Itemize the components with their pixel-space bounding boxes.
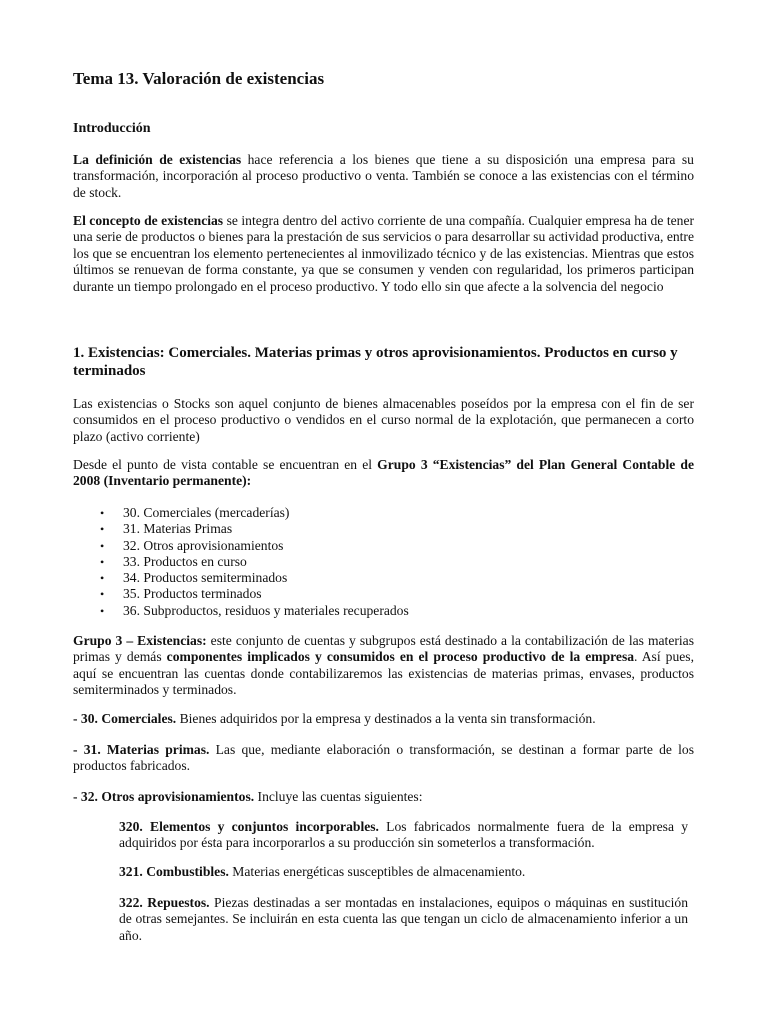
g3-bold-2: componentes implicados y consumidos en el proceso productivo de la empresa	[166, 649, 635, 665]
list-item-text: 36. Subproductos, residuos y materiales recuperados	[123, 602, 409, 618]
c31-text: Las que, mediante elaboración o transformación, se destinan a formar parte de los productos fabricados.	[73, 742, 695, 774]
c321-text: Materias energéticas susceptibles de almacenamiento.	[228, 864, 526, 879]
intro-heading: Introducción	[73, 121, 151, 136]
s1-p2-text: Desde el punto de vista contable se encuentran en el	[73, 457, 378, 472]
list-item-text: 30. Comerciales (mercaderías)	[123, 505, 290, 520]
list-item	[73, 603, 694, 619]
c320-bold: 320. Elementos y conjuntos incorporables.	[119, 819, 379, 834]
s1-p2-bold: Grupo 3 “Existencias” del Plan General Contable de 2008 (Inventario permanente):	[73, 457, 695, 489]
list-item	[73, 505, 694, 521]
list-item-text: 34. Productos semiterminados	[123, 570, 288, 586]
g3-text-2: . Así pues, aquí se encuentran las cuentas donde contabilizaremos las existencias de materias primas, envases, productos semiterminados y terminados.	[73, 649, 694, 698]
bullet-icon: •	[100, 506, 105, 520]
intro-p2-bold: El concepto de existencias	[73, 213, 224, 228]
list-item-text: 32. Otros aprovisionamientos	[123, 537, 284, 553]
c320-text: Los fabricados normalmente fuera de la empresa y adquiridos por ésta para incorporarlos a su producción sin someterlos a transformación.	[119, 819, 688, 851]
c30-bold: - 30. Comerciales.	[73, 711, 177, 726]
account-320-paragraph	[119, 819, 688, 852]
c32-text: Incluye las cuentas siguientes:	[254, 789, 423, 804]
account-31-paragraph	[73, 742, 694, 775]
list-item	[73, 521, 694, 537]
intro-p2-text: se integra dentro del activo corriente de una compañía. Cualquier empresa ha de tener una serie de productos o bienes para la prestación de sus servicios o para desarrollar su actividad productiva, entre los que se encuentran los elemento pertenecientes al inmovilizado técnico y de las existencias. Mientras que estos últimos se renuevan de forma constante, ya que se consumen y venden con regularidad, los primeros participan durante un tiempo prolongado en el proceso productivo. Y todo ello sin que afecte a la solvencia del negocio	[73, 213, 695, 294]
bullet-icon: •	[100, 522, 105, 537]
c322-text: Piezas destinadas a ser montadas en instalaciones, equipos o máquinas en sustitución de otras semejantes. Se incluirán en esta cuenta las que tengan un ciclo de almacenamiento inferior a un año.	[119, 895, 688, 943]
bullet-icon: •	[100, 603, 105, 618]
list-item-text: 35. Productos terminados	[123, 586, 262, 602]
list-item	[73, 554, 694, 570]
account-322-paragraph	[119, 895, 688, 944]
g3-bold: Grupo 3 – Existencias:	[73, 633, 207, 648]
account-321-paragraph	[119, 864, 688, 880]
intro-paragraph-1	[73, 152, 694, 201]
grupo-3-paragraph	[73, 633, 694, 699]
intro-paragraph-2	[73, 213, 694, 295]
bullet-icon: •	[100, 571, 105, 586]
list-item-text: 31. Materias Primas	[123, 521, 233, 537]
section-1-heading: 1. Existencias: Comerciales. Materias primas y otros aprovisionamientos. Productos en curso y terminados	[73, 345, 678, 379]
page-title: Tema 13. Valoración de existencias	[73, 69, 325, 88]
section-1-paragraph-1: Las existencias o Stocks son aquel conjunto de bienes almacenables poseídos por la empresa con el fin de ser consumidos en el proceso productivo o vendidos en el curso normal de la explotación, que permanecen a corto plazo (activo corriente)	[73, 396, 694, 444]
c321-bold: 321. Combustibles.	[119, 864, 229, 879]
list-item	[73, 586, 694, 602]
bullet-icon: •	[100, 538, 105, 553]
intro-p1-text: hace referencia a los bienes que tiene a su disposición una empresa para su transformación, incorporación al proceso productivo o venta. También se conoce a las existencias con el término de stock.	[73, 152, 694, 200]
section-1-paragraph-2	[73, 457, 694, 490]
bullet-icon: •	[100, 587, 105, 602]
list-item-text: 33. Productos en curso	[123, 553, 247, 569]
g3-text-1: este conjunto de cuentas y subgrupos está destinado a la contabilización de las materias primas y demás	[73, 633, 694, 665]
account-30-paragraph	[73, 711, 694, 727]
c31-bold: - 31. Materias primas.	[73, 742, 210, 757]
account-32-paragraph	[73, 789, 694, 805]
bullet-icon: •	[100, 554, 105, 569]
c322-bold: 322. Repuestos.	[119, 895, 210, 910]
c30-text: Bienes adquiridos por la empresa y destinados a la venta sin transformación.	[176, 711, 596, 726]
intro-p1-bold: La definición de existencias	[73, 152, 242, 167]
c32-bold: - 32. Otros aprovisionamientos.	[73, 789, 255, 804]
accounts-list	[73, 505, 694, 619]
list-item	[73, 538, 694, 554]
list-item	[73, 570, 694, 586]
